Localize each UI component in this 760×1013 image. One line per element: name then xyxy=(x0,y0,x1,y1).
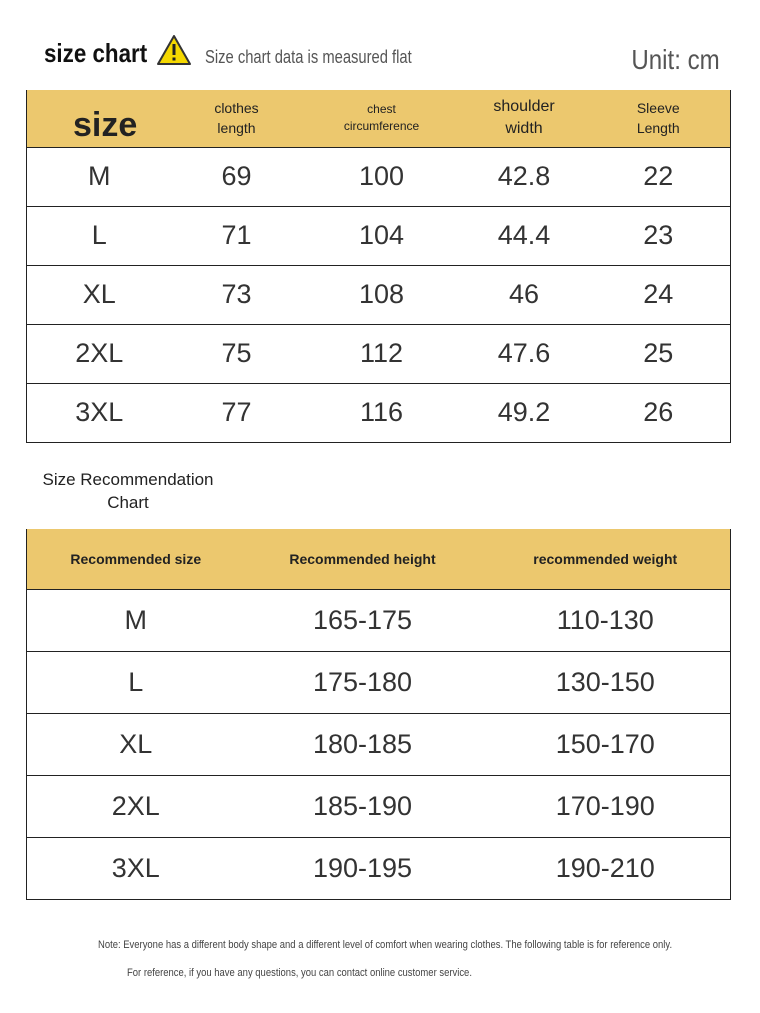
sleeve-cell: 24 xyxy=(643,279,674,309)
size-cell: 2XL xyxy=(75,338,124,368)
shoulder-cell: 49.2 xyxy=(497,397,551,427)
clothes-length-cell: 77 xyxy=(221,397,252,427)
header-chest-line1: chest xyxy=(367,102,396,117)
clothes-length-cell: 75 xyxy=(221,338,252,368)
disclaimer-note: Note: Everyone has a different body shape and a different level of comfort when wearing clothes. The following table is for reference only. xyxy=(98,939,673,951)
header-sleeve-length xyxy=(587,90,731,147)
header-chest-circumference xyxy=(302,90,462,147)
page-header xyxy=(0,0,760,90)
recommendation-title-line1: Size Recommendation xyxy=(42,470,214,489)
shoulder-cell: 42.8 xyxy=(497,161,551,191)
recommendation-title-line2: Chart xyxy=(107,493,149,512)
header-sleeve-line1: Sleeve xyxy=(636,100,680,117)
chest-cell: 108 xyxy=(358,279,405,309)
recommended-weight-cell: 150-170 xyxy=(555,728,655,759)
measurement-note: Size chart data is measured flat xyxy=(205,47,412,67)
header-recommended-size: Recommended size xyxy=(27,529,245,589)
table-row xyxy=(27,589,731,651)
table-row xyxy=(27,713,731,775)
sleeve-cell: 23 xyxy=(643,220,674,250)
table-row xyxy=(27,775,731,837)
shoulder-cell: 46 xyxy=(508,279,540,309)
shoulder-cell: 47.6 xyxy=(497,338,551,368)
table-row xyxy=(27,837,731,899)
recommended-size-cell: L xyxy=(128,666,144,697)
recommendation-title xyxy=(40,468,216,514)
recommended-size-cell: M xyxy=(124,604,147,635)
header-shoulder-line2: width xyxy=(505,120,543,138)
chest-cell: 104 xyxy=(358,220,405,250)
header-chest-line2: circumference xyxy=(343,119,420,134)
size-cell: M xyxy=(88,161,111,191)
recommended-height-cell: 190-195 xyxy=(312,852,413,883)
header-recommended-weight: recommended weight xyxy=(481,529,731,589)
size-cell: L xyxy=(91,220,107,250)
clothes-length-cell: 71 xyxy=(221,220,252,250)
sleeve-cell: 25 xyxy=(643,338,674,368)
recommended-weight-cell: 190-210 xyxy=(555,852,655,883)
recommended-size-cell: 2XL xyxy=(111,790,160,821)
recommended-height-cell: 180-185 xyxy=(312,728,413,759)
size-recommendation-table xyxy=(26,529,731,900)
size-chart-header-row xyxy=(27,90,731,147)
table-row xyxy=(27,324,731,383)
header-shoulder-width xyxy=(462,90,587,147)
table-row xyxy=(27,651,731,713)
table-row xyxy=(27,383,731,442)
header-size: size xyxy=(27,90,172,147)
table-row xyxy=(27,265,731,324)
recommended-size-cell: 3XL xyxy=(111,852,160,883)
table-row xyxy=(27,147,731,206)
chest-cell: 112 xyxy=(359,338,404,368)
chest-cell: 116 xyxy=(359,397,404,427)
recommended-height-cell: 165-175 xyxy=(312,604,413,635)
warning-triangle-icon xyxy=(156,34,192,66)
header-recommended-height: Recommended height xyxy=(245,529,481,589)
recommended-weight-cell: 110-130 xyxy=(556,604,654,635)
recommended-weight-cell: 170-190 xyxy=(555,790,655,821)
recommended-size-cell: XL xyxy=(119,728,153,759)
header-sleeve-line2: Length xyxy=(636,120,680,137)
sleeve-cell: 22 xyxy=(643,161,674,191)
clothes-length-cell: 73 xyxy=(221,279,252,309)
size-chart-table xyxy=(26,90,731,443)
shoulder-cell: 44.4 xyxy=(497,220,551,250)
chest-cell: 100 xyxy=(358,161,405,191)
header-clothes-length-line1: clothes xyxy=(214,100,259,117)
recommended-weight-cell: 130-150 xyxy=(555,666,655,697)
page-title: size chart xyxy=(44,38,148,68)
size-cell: 3XL xyxy=(75,397,124,427)
header-clothes-length-line2: length xyxy=(217,120,256,137)
recommended-height-cell: 175-180 xyxy=(312,666,413,697)
table-row xyxy=(27,206,731,265)
header-clothes-length xyxy=(172,90,302,147)
header-shoulder-line1: shoulder xyxy=(493,98,555,116)
customer-service-note: For reference, if you have any questions, you can contact online customer service. xyxy=(127,967,472,979)
recommended-height-cell: 185-190 xyxy=(312,790,413,821)
unit-label: Unit: cm xyxy=(631,44,720,75)
sleeve-cell: 26 xyxy=(643,397,674,427)
recommendation-header-row xyxy=(27,529,731,589)
size-cell: XL xyxy=(82,279,116,309)
clothes-length-cell: 69 xyxy=(221,161,252,191)
